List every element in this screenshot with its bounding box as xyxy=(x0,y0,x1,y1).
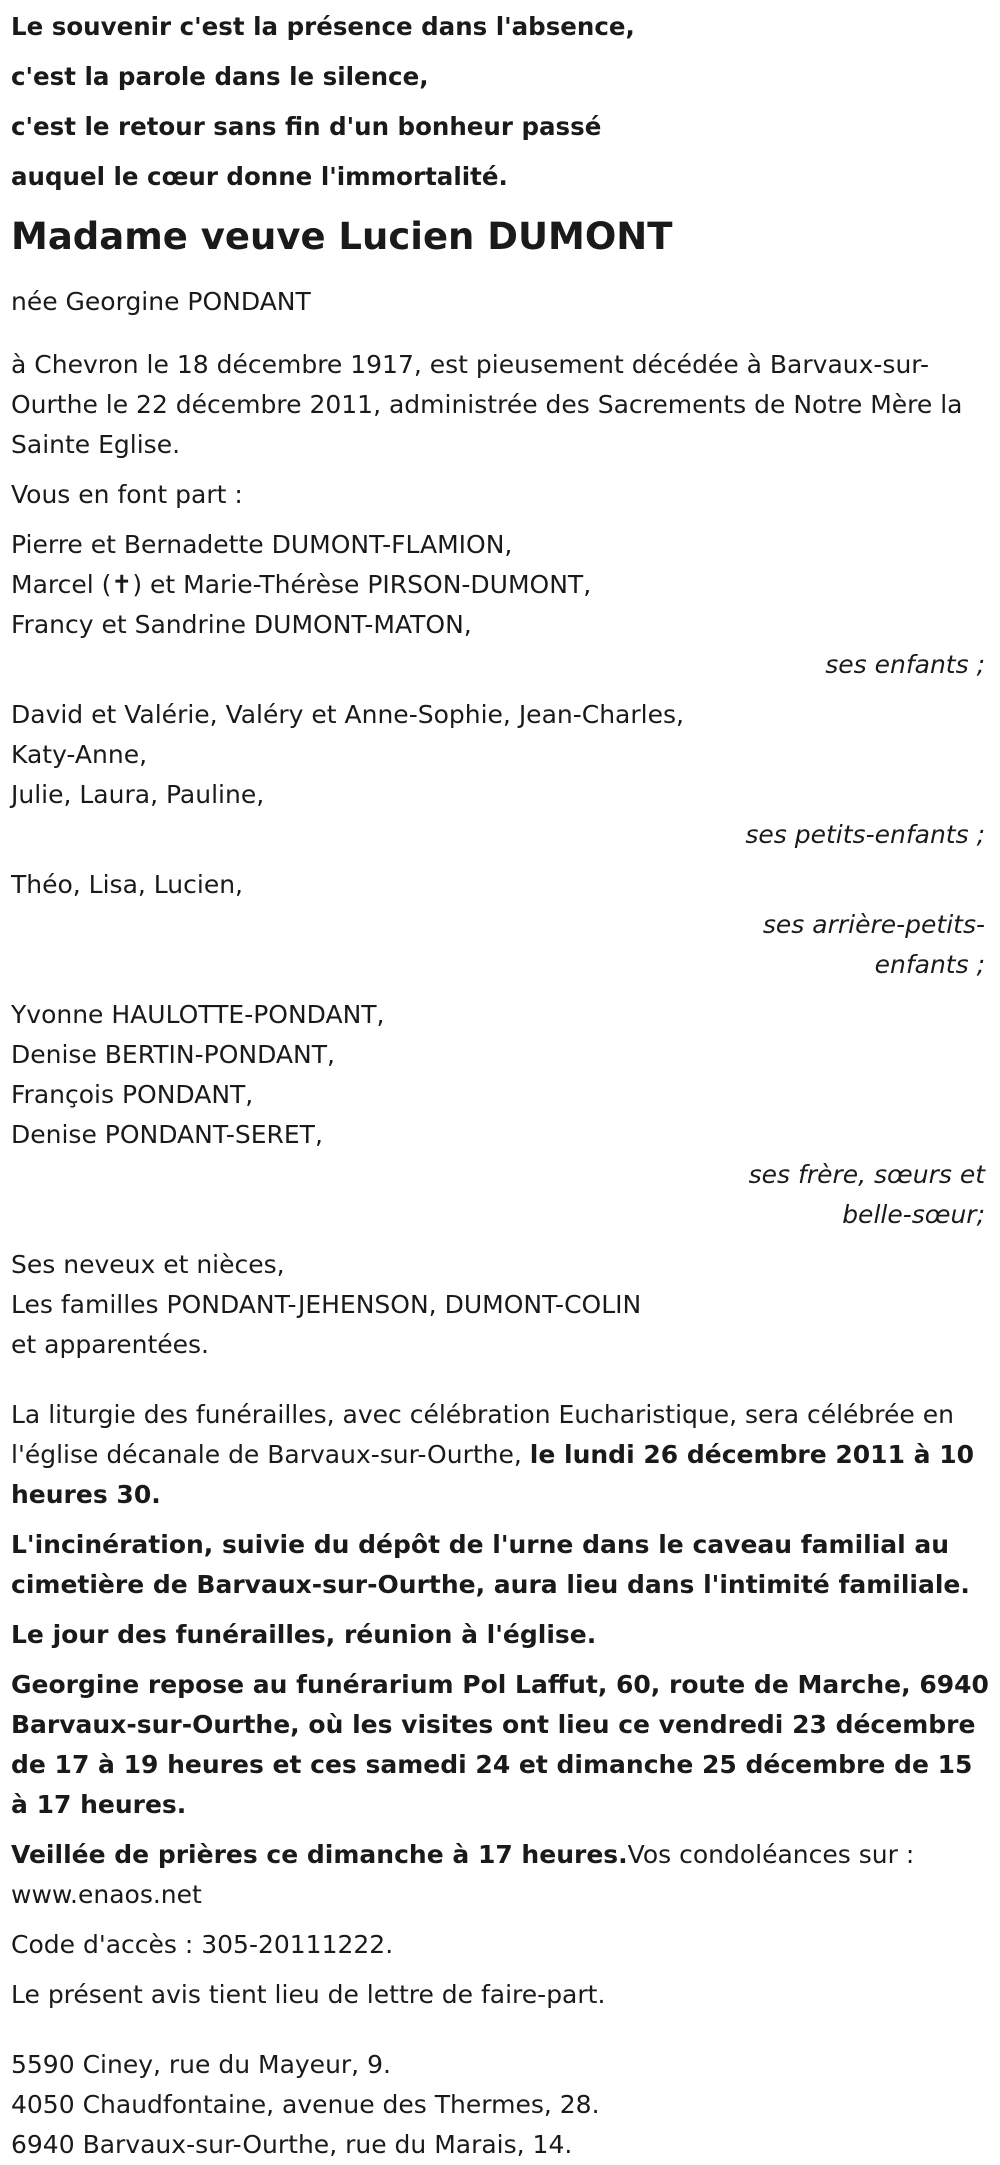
visitation-paragraph: Georgine repose au funérarium Pol Laffut, 60, route de Marche, 6940 Barvaux-sur-Ourthe, où les visites ont lieu ce vendredi 23 décembre de 17 à 19 heures et ces samedi 24 et dimanche 25 décembre de 15 à 17 heures. xyxy=(11,1670,989,1819)
family-line: Théo, Lisa, Lucien, xyxy=(11,870,243,899)
family-line: Ses neveux et nièces, xyxy=(11,1250,285,1279)
family-line: Denise BERTIN-PONDANT, xyxy=(11,1040,335,1069)
death-notice xyxy=(11,0,991,2165)
poem-line: auquel le cœur donne l'immortalité. xyxy=(11,162,508,191)
grandchildren-block xyxy=(11,695,991,855)
vigil-paragraph xyxy=(11,1835,991,1915)
relation-label: ses enfants ; xyxy=(825,650,985,679)
family-line: Katy-Anne, xyxy=(11,740,148,769)
poem-line: c'est la parole dans le silence, xyxy=(11,62,429,91)
family-line: Francy et Sandrine DUMONT-MATON, xyxy=(11,610,472,639)
poem-line: Le souvenir c'est la présence dans l'absence, xyxy=(11,12,635,41)
family-line: François PONDANT, xyxy=(11,1080,254,1109)
siblings-block xyxy=(11,995,991,1235)
great-grandchildren-block xyxy=(11,865,991,985)
family-line: Pierre et Bernadette DUMONT-FLAMION, xyxy=(11,530,513,559)
relation-label: ses petits-enfants ; xyxy=(745,820,985,849)
relation-label: ses frère, sœurs et belle-sœur; xyxy=(748,1160,985,1229)
meeting-paragraph: Le jour des funérailles, réunion à l'église. xyxy=(11,1620,597,1649)
address-line: 4050 Chaudfontaine, avenue des Thermes, 28. xyxy=(11,2090,600,2119)
children-block xyxy=(11,525,991,685)
notice-text: Le présent avis tient lieu de lettre de faire-part. xyxy=(11,1980,606,2009)
birth-name: née Georgine PONDANT xyxy=(11,287,311,316)
intro-text: Vous en font part : xyxy=(11,480,243,509)
family-line: Yvonne HAULOTTE-PONDANT, xyxy=(11,1000,385,1029)
family-line: Les familles PONDANT-JEHENSON, DUMONT-COLIN xyxy=(11,1290,642,1319)
extended-family-block xyxy=(11,1245,991,1365)
relation-label: ses arrière-petits-enfants ; xyxy=(762,910,985,979)
liturgy-paragraph xyxy=(11,1395,991,1515)
deceased-name: Madame veuve Lucien DUMONT xyxy=(11,215,673,258)
access-code: Code d'accès : 305-20111222. xyxy=(11,1930,394,1959)
liturgy-date: le lundi 26 décembre 2011 à 10 heures 30. xyxy=(11,1440,975,1509)
family-line: Julie, Laura, Pauline, xyxy=(11,780,265,809)
address-line: 5590 Ciney, rue du Mayeur, 9. xyxy=(11,2050,391,2079)
address-list xyxy=(11,2045,991,2165)
family-line: et apparentées. xyxy=(11,1330,209,1359)
condolences-text: Vos condoléances sur : www.enaos.net xyxy=(11,1840,915,1909)
family-line: Marcel (✝) et Marie-Thérèse PIRSON-DUMONT, xyxy=(11,570,592,599)
memorial-poem xyxy=(11,2,991,202)
address-line: 6940 Barvaux-sur-Ourthe, rue du Marais, 14. xyxy=(11,2130,573,2159)
poem-line: c'est le retour sans fin d'un bonheur passé xyxy=(11,112,602,141)
family-line: Denise PONDANT-SERET, xyxy=(11,1120,323,1149)
incineration-paragraph: L'incinération, suivie du dépôt de l'urne dans le caveau familial au cimetière de Barvaux-sur-Ourthe, aura lieu dans l'intimité familiale. xyxy=(11,1530,970,1599)
family-line: David et Valérie, Valéry et Anne-Sophie, Jean-Charles, xyxy=(11,700,684,729)
liturgy-text: La liturgie des funérailles, avec célébration Eucharistique, sera célébrée en l'église décanale de Barvaux-sur-Ourthe, xyxy=(11,1400,954,1469)
death-details: à Chevron le 18 décembre 1917, est pieusement décédée à Barvaux-sur-Ourthe le 22 décembre 2011, administrée des Sacrements de Notre Mère la Sainte Eglise. xyxy=(11,350,963,459)
vigil-text: Veillée de prières ce dimanche à 17 heures. xyxy=(11,1840,628,1869)
